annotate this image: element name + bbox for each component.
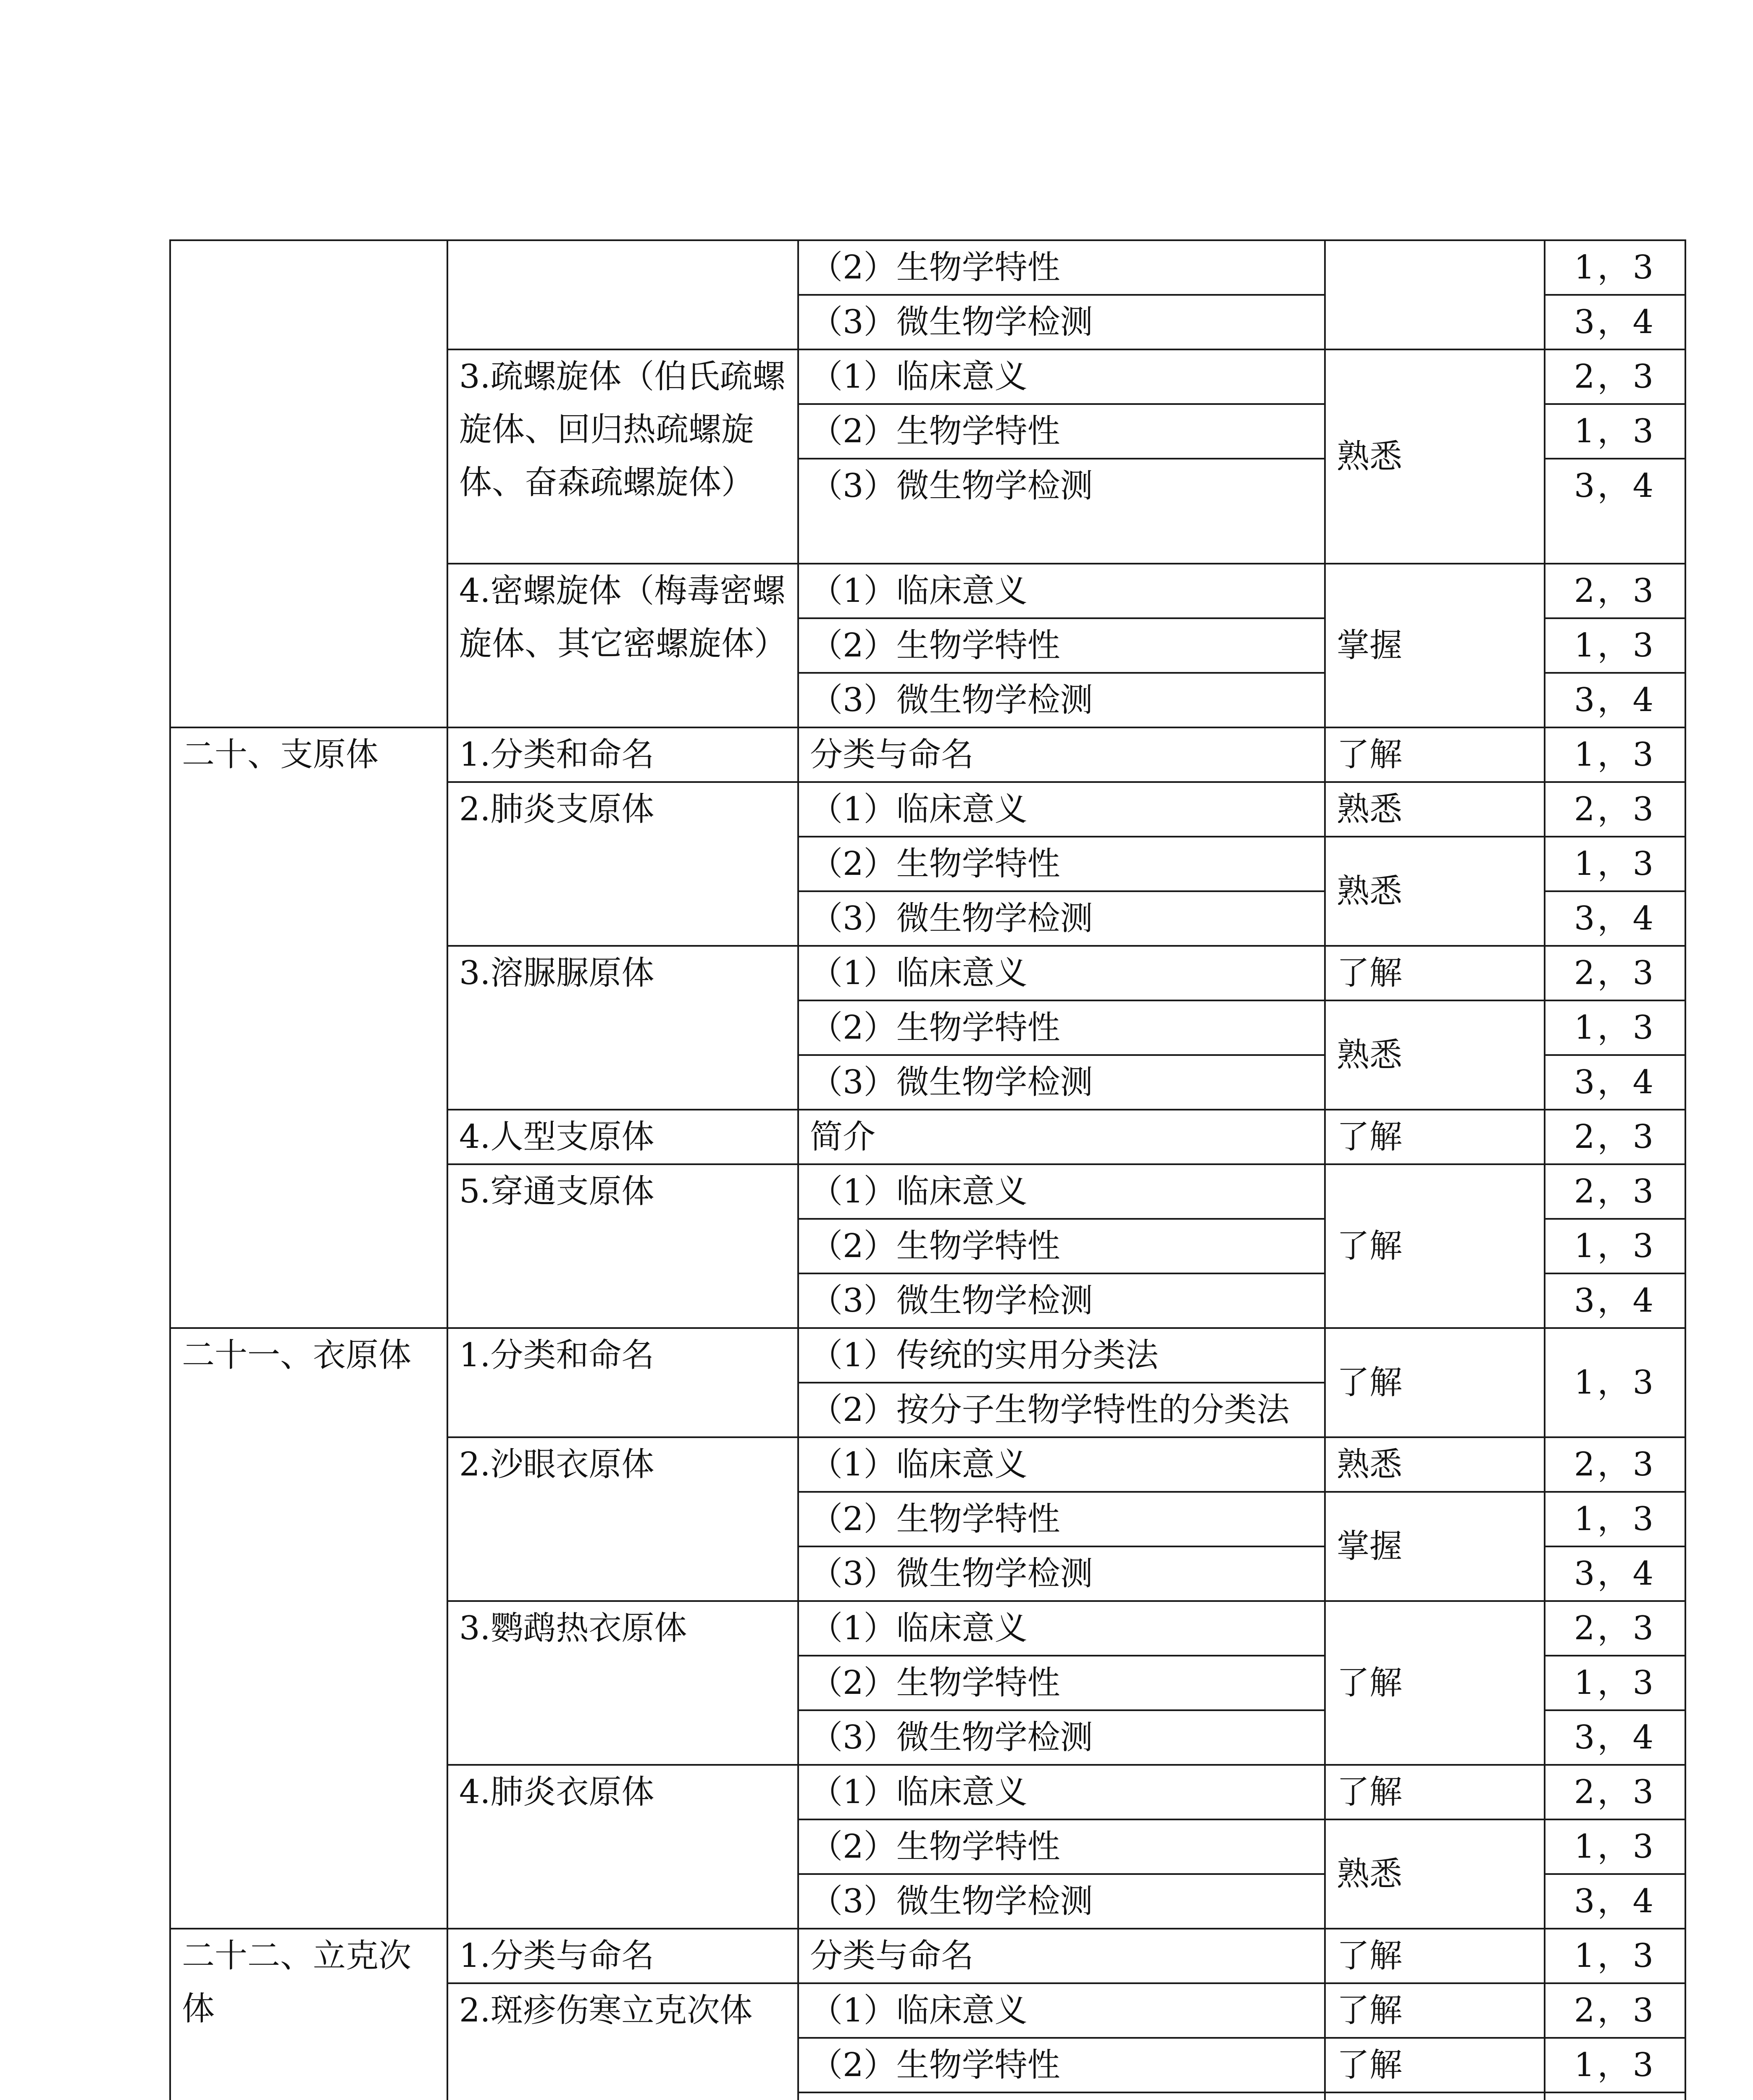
content-cell: （2）生物学特性 [798,240,1325,295]
content-cell: （2）生物学特性 [798,1819,1325,1874]
content-cell: （2）生物学特性 [798,2038,1325,2092]
requirement-cell: 1，3 [1545,404,1685,459]
requirement-cell: 3，4 [1545,1546,1685,1601]
content-cell: （1）临床意义 [798,1983,1325,2038]
requirement-cell: 1，3 [1545,618,1685,673]
level-cell: 了解 [1325,1328,1545,1437]
requirement-cell: 2，3 [1545,1437,1685,1492]
requirement-cell: 1，3 [1545,1929,1685,1983]
topic-cell: 2.沙眼衣原体 [447,1437,798,1601]
level-cell: 了解 [1325,1601,1545,1765]
table-row [170,1328,1685,1383]
level-cell: 了解 [1325,946,1545,1000]
requirement-cell: 1，3 [1545,1492,1685,1546]
level-cell: 熟悉 [1325,1819,1545,1929]
level-cell: 了解 [1325,1164,1545,1328]
table-row [170,1929,1685,1983]
content-cell: （1）临床意义 [798,1765,1325,1819]
content-cell: （1）临床意义 [798,564,1325,618]
content-cell: （2）生物学特性 [798,404,1325,459]
requirement-cell: 2，3 [1545,1983,1685,2038]
content-cell: （3）微生物学检测 [798,891,1325,946]
content-cell [798,2092,1325,2100]
requirement-cell: 2，3 [1545,782,1685,837]
content-cell: （1）临床意义 [798,782,1325,837]
requirement-cell: 1，3 [1545,240,1685,295]
topic-cell: 1.分类和命名 [447,1328,798,1437]
requirement-cell: 2，3 [1545,1110,1685,1164]
content-cell: （3）微生物学检测 [798,295,1325,349]
requirement-cell: 1，3 [1545,1000,1685,1055]
requirement-cell: 3，4 [1545,459,1685,564]
content-cell: （1）临床意义 [798,946,1325,1000]
topic-cell: 3.鹦鹉热衣原体 [447,1601,798,1765]
requirement-cell: 3，4 [1545,1055,1685,1110]
level-cell: 了解 [1325,1983,1545,2038]
topic-cell: 4.人型支原体 [447,1110,798,1164]
syllabus-table [169,239,1686,2100]
content-cell: （3）微生物学检测 [798,1874,1325,1929]
requirement-cell: 2，3 [1545,1601,1685,1656]
chapter-cell [170,240,447,727]
content-cell: 简介 [798,1110,1325,1164]
level-cell: 熟悉 [1325,1000,1545,1110]
requirement-cell: 1，3 [1545,837,1685,891]
content-cell: （1）临床意义 [798,349,1325,404]
requirement-cell: 1，3 [1545,1656,1685,1710]
requirement-cell: 2，3 [1545,564,1685,618]
requirement-cell: 2，3 [1545,946,1685,1000]
requirement-cell: 1，3 [1545,727,1685,782]
content-cell: （3）微生物学检测 [798,673,1325,727]
content-cell: （3）微生物学检测 [798,1710,1325,1765]
level-cell: 了解 [1325,1110,1545,1164]
content-cell: （1）传统的实用分类法 [798,1328,1325,1383]
content-cell: （3）微生物学检测 [798,1055,1325,1110]
requirement-cell: 1，3 [1545,1219,1685,1273]
requirement-cell: 3，4 [1545,1874,1685,1929]
topic-cell: 3.溶脲脲原体 [447,946,798,1110]
content-cell: （2）生物学特性 [798,1000,1325,1055]
requirement-cell: 1，3 [1545,1328,1685,1437]
content-cell: （2）按分子生物学特性的分类法 [798,1383,1325,1437]
table-row [170,727,1685,782]
level-cell: 掌握 [1325,564,1545,727]
content-cell: （2）生物学特性 [798,1656,1325,1710]
chapter-cell: 二十一、衣原体 [170,1328,447,1929]
topic-cell: 2.斑疹伤寒立克次体 [447,1983,798,2100]
chapter-cell: 二十、支原体 [170,727,447,1328]
content-cell: （3）微生物学检测 [798,1546,1325,1601]
requirement-cell: 3，4 [1545,295,1685,349]
topic-cell: 2.肺炎支原体 [447,782,798,946]
topic-cell: 3.疏螺旋体（伯氏疏螺旋体、回归热疏螺旋体、奋森疏螺旋体） [447,349,798,564]
requirement-cell: 2，3 [1545,349,1685,404]
topic-cell: 4.密螺旋体（梅毒密螺旋体、其它密螺旋体） [447,564,798,727]
level-cell: 熟悉 [1325,837,1545,946]
requirement-cell: 1，3 [1545,2038,1685,2092]
topic-cell: 1.分类和命名 [447,727,798,782]
content-cell: （1）临床意义 [798,1601,1325,1656]
content-cell: （3）微生物学检测 [798,1273,1325,1328]
topic-cell [447,240,798,349]
requirement-cell: 2，3 [1545,1765,1685,1819]
topic-cell: 1.分类与命名 [447,1929,798,1983]
content-cell: （1）临床意义 [798,1164,1325,1219]
requirement-cell: 3，4 [1545,1710,1685,1765]
requirement-cell: 3，4 [1545,891,1685,946]
requirement-cell: 1，3 [1545,1819,1685,1874]
level-cell: 熟悉 [1325,782,1545,837]
level-cell: 熟悉 [1325,1437,1545,1492]
level-cell [1325,240,1545,349]
content-cell: （1）临床意义 [798,1437,1325,1492]
content-cell: 分类与命名 [798,727,1325,782]
topic-cell: 4.肺炎衣原体 [447,1765,798,1929]
content-cell: （2）生物学特性 [798,1492,1325,1546]
level-cell: 掌握 [1325,1492,1545,1601]
level-cell: 了解 [1325,1929,1545,1983]
content-cell: （2）生物学特性 [798,1219,1325,1273]
table-row [170,240,1685,295]
topic-cell: 5.穿通支原体 [447,1164,798,1328]
level-cell [1325,2092,1545,2100]
requirement-cell [1545,2092,1685,2100]
content-cell: 分类与命名 [798,1929,1325,1983]
level-cell: 了解 [1325,727,1545,782]
level-cell: 了解 [1325,2038,1545,2092]
chapter-cell: 二十二、立克次体 [170,1929,447,2100]
content-cell: （2）生物学特性 [798,837,1325,891]
content-cell: （3）微生物学检测 [798,459,1325,564]
requirement-cell: 3，4 [1545,673,1685,727]
content-cell: （2）生物学特性 [798,618,1325,673]
level-cell: 了解 [1325,1765,1545,1819]
level-cell: 熟悉 [1325,349,1545,564]
requirement-cell: 2，3 [1545,1164,1685,1219]
requirement-cell: 3，4 [1545,1273,1685,1328]
